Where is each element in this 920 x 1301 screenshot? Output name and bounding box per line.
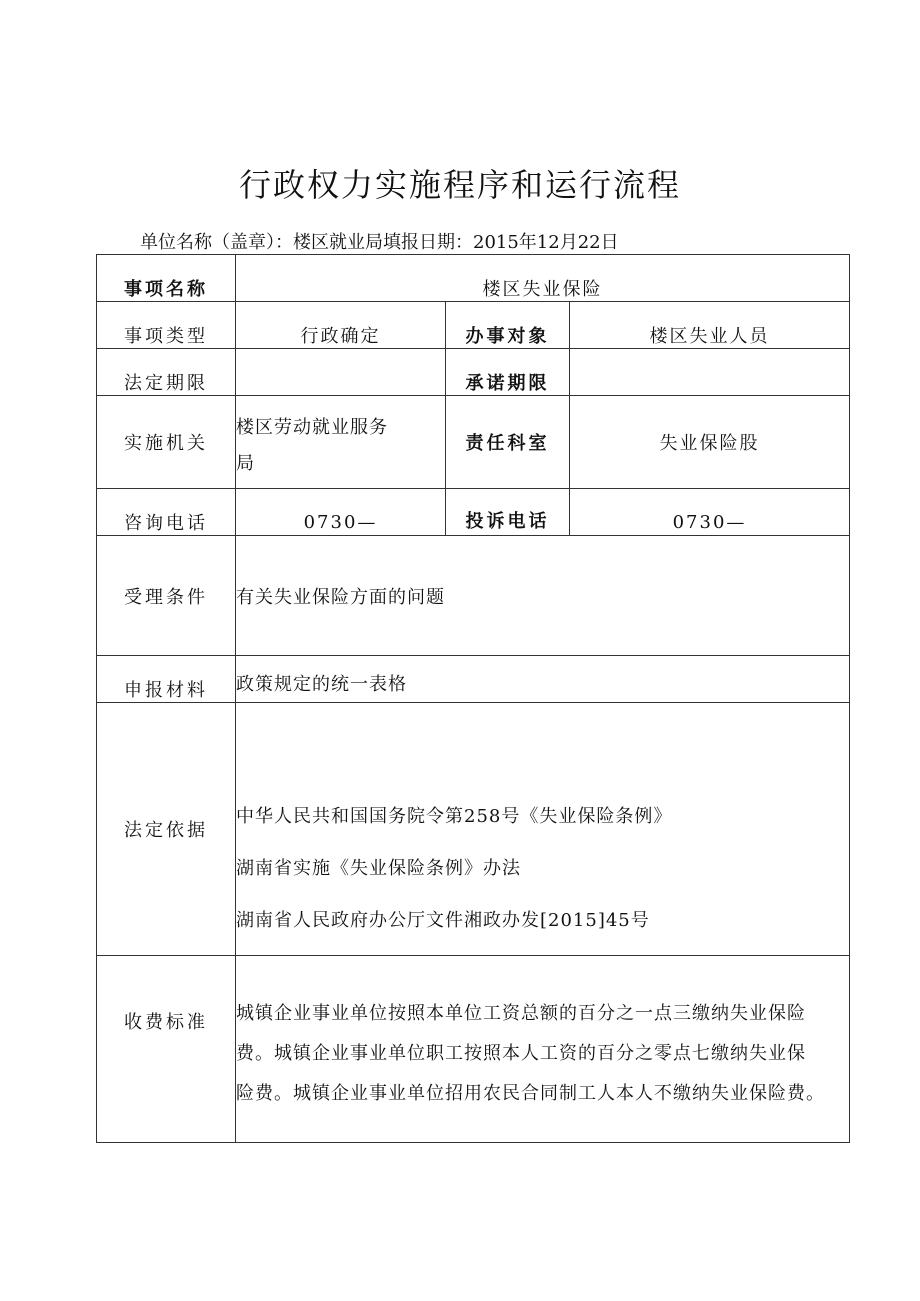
- value-promised-deadline: [570, 349, 850, 396]
- row-legal-basis: [97, 703, 850, 956]
- row-deadlines: [97, 349, 850, 396]
- value-item-type: 行政确定: [236, 302, 446, 349]
- label-consult-phone: 咨询电话: [97, 489, 236, 536]
- row-conditions: [97, 536, 850, 656]
- label-materials: 申报材料: [97, 656, 236, 703]
- value-legal-deadline: [236, 349, 446, 396]
- value-legal-basis: [236, 703, 850, 956]
- fee-standard-line: 险费。城镇企业事业单位招用农民合同制工人本人不缴纳失业保险费。: [236, 1083, 825, 1104]
- fee-standard-line: 城镇企业事业单位按照本单位工资总额的百分之一点三缴纳失业保险: [236, 1003, 806, 1024]
- label-department: 责任科室: [446, 396, 570, 489]
- label-item-name: 事项名称: [97, 255, 236, 302]
- value-department: 失业保险股: [570, 396, 850, 489]
- fee-standard-line: 费。城镇企业事业单位职工按照本人工资的百分之零点七缴纳失业保: [236, 1043, 806, 1064]
- agency-line-1: 楼区劳动就业服务: [236, 417, 388, 438]
- value-target: 楼区失业人员: [570, 302, 850, 349]
- label-complaint-phone: 投诉电话: [446, 489, 570, 536]
- legal-basis-line: 湖南省人民政府办公厅文件湘政办发[2015]45号: [236, 910, 650, 931]
- process-form-table: [96, 254, 850, 1143]
- value-consult-phone: 0730—: [236, 489, 446, 536]
- value-materials: 政策规定的统一表格: [236, 656, 850, 703]
- label-agency: 实施机关: [97, 396, 236, 489]
- value-agency: [236, 396, 446, 489]
- row-phones: [97, 489, 850, 536]
- label-legal-basis: 法定依据: [97, 703, 236, 956]
- document-title: 行政权力实施程序和运行流程: [238, 166, 681, 204]
- label-target: 办事对象: [446, 302, 570, 349]
- label-fee-standard: 收费标准: [97, 956, 236, 1143]
- row-materials: [97, 656, 850, 703]
- value-fee-standard: [236, 956, 850, 1143]
- unit-and-date-line: 单位名称（盖章）：楼区就业局填报日期：2015年12月22日: [140, 232, 619, 253]
- label-promised-deadline: 承诺期限: [446, 349, 570, 396]
- legal-basis-line: 湖南省实施《失业保险条例》办法: [236, 858, 521, 879]
- value-complaint-phone: 0730—: [570, 489, 850, 536]
- row-item-type: [97, 302, 850, 349]
- row-agency: [97, 396, 850, 489]
- label-conditions: 受理条件: [97, 536, 236, 656]
- label-legal-deadline: 法定期限: [97, 349, 236, 396]
- value-item-name: 楼区失业保险: [236, 255, 850, 302]
- agency-line-2: 局: [236, 453, 255, 474]
- row-item-name: [97, 255, 850, 302]
- row-fee-standard: [97, 956, 850, 1143]
- label-item-type: 事项类型: [97, 302, 236, 349]
- value-conditions: 有关失业保险方面的问题: [236, 536, 850, 656]
- legal-basis-line: 中华人民共和国国务院令第258号《失业保险条例》: [236, 806, 673, 827]
